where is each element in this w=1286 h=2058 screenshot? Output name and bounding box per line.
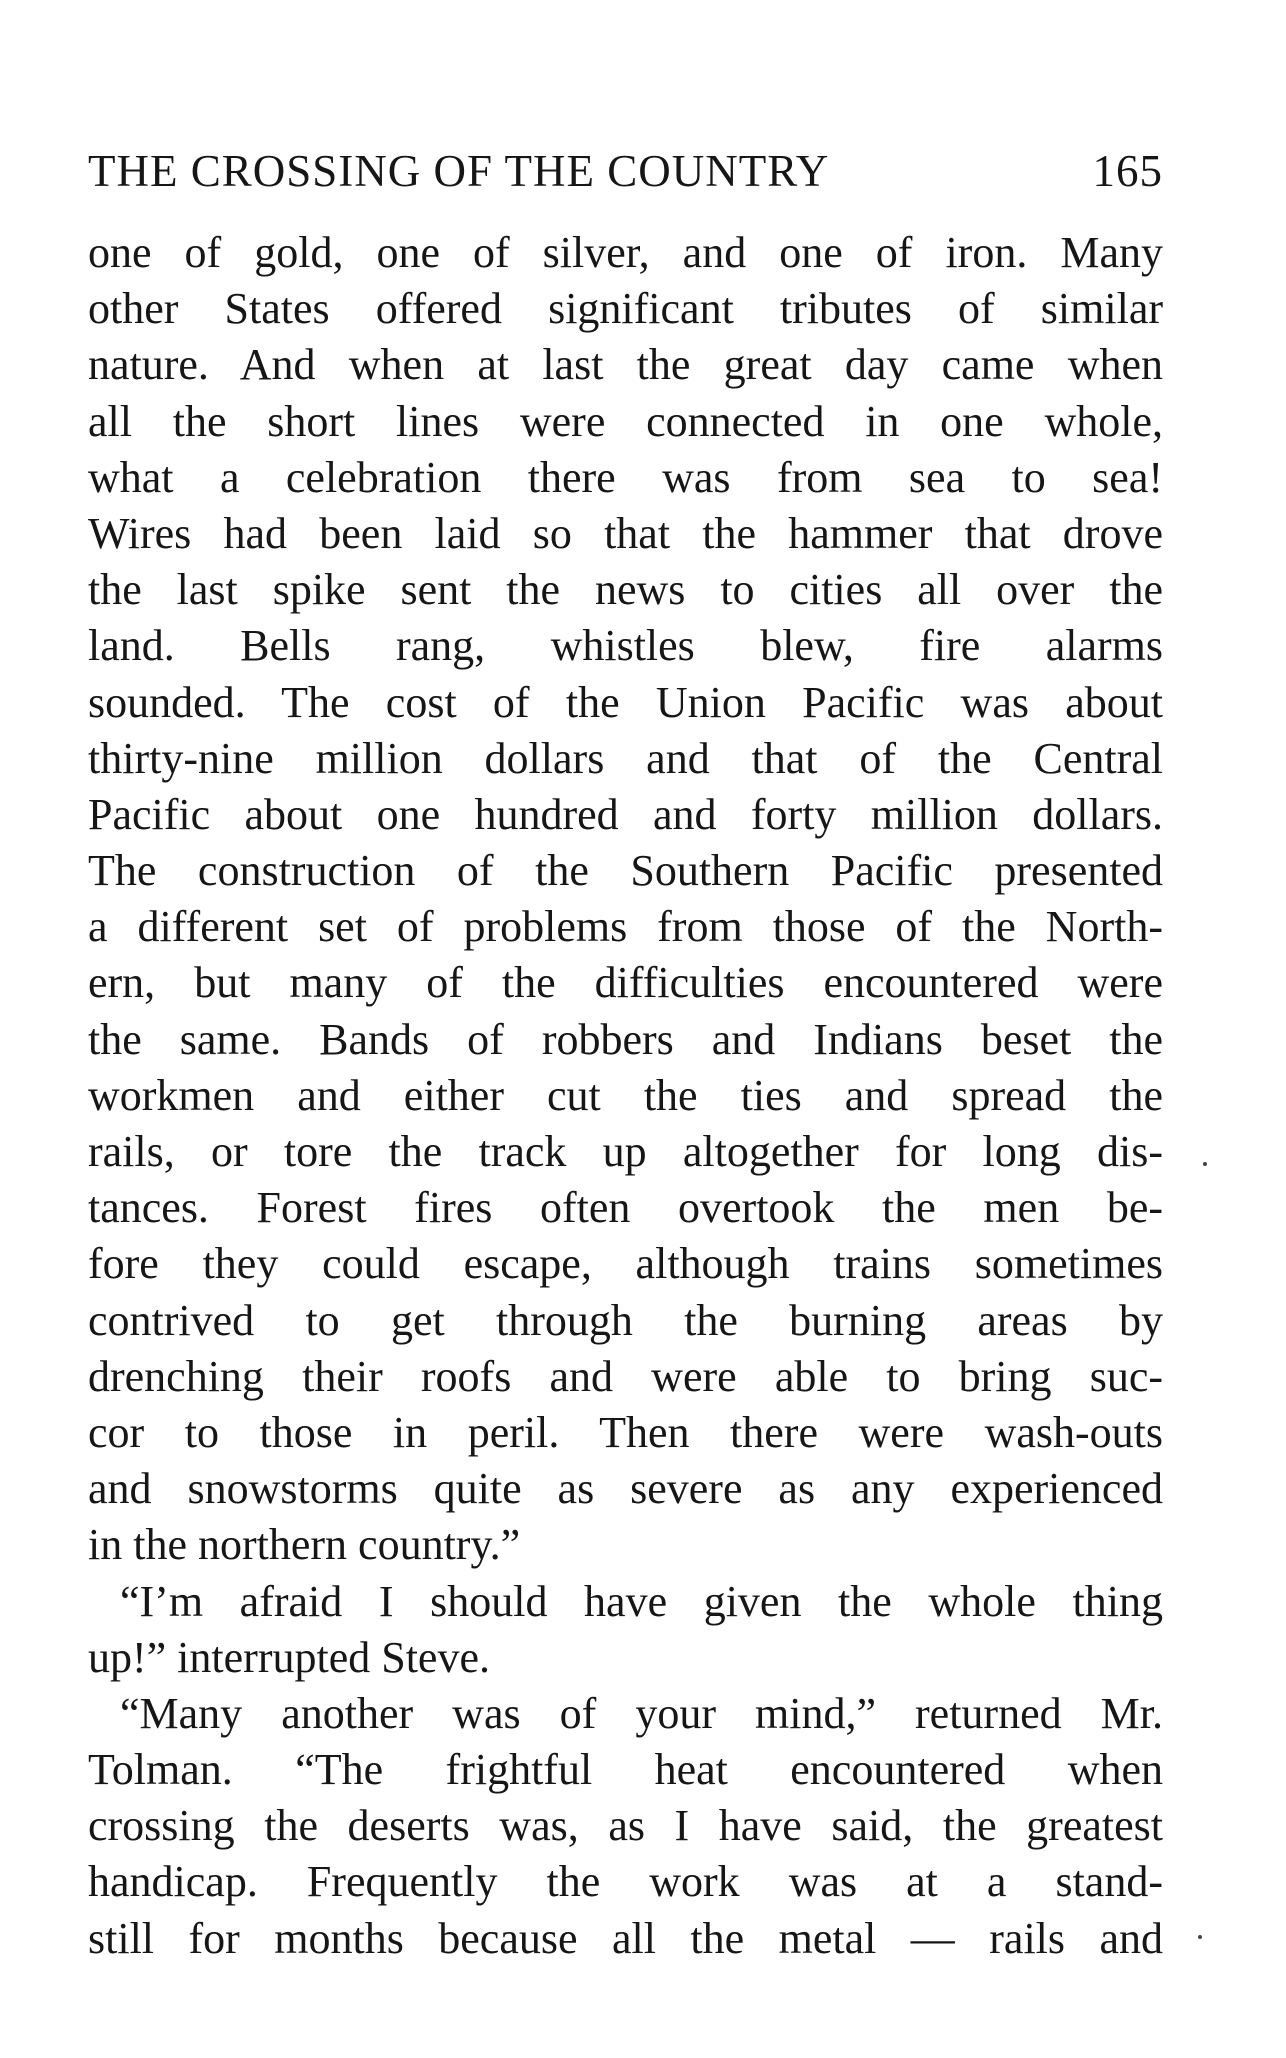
text-line: rails, or tore the track up altogether for long dis- <box>88 1127 1163 1176</box>
text-line: all the short lines were connected in one whole, <box>88 396 1163 446</box>
text-line: cor to those in peril. Then there were wash-outs <box>88 1407 1163 1457</box>
text-line: one of gold, one of silver, and one of iron. Many <box>88 228 1163 277</box>
text-line: workmen and either cut the ties and spread the <box>88 1070 1163 1120</box>
running-head-title: THE CROSSING OF THE COUNTRY <box>88 146 830 196</box>
text-line: “Many another was of your mind,” returned Mr. <box>120 1688 1163 1738</box>
text-line: sounded. The cost of the Union Pacific was about <box>88 677 1163 727</box>
running-head <box>88 143 1163 199</box>
text-line: and snowstorms quite as severe as any experienced <box>88 1464 1163 1514</box>
text-line: a different set of problems from those of the North- <box>88 902 1163 952</box>
text-line: crossing the deserts was, as I have said, the greatest <box>88 1801 1163 1851</box>
text-line: in the northern country.” <box>88 1520 521 1570</box>
text-line: Tolman. “The frightful heat encountered when <box>88 1745 1163 1795</box>
page-number: 165 <box>1092 146 1163 196</box>
text-line: Wires had been laid so that the hammer that drove <box>88 508 1163 558</box>
text-line: fore they could escape, although trains sometimes <box>88 1239 1163 1289</box>
text-line: still for months because all the metal — rails and <box>88 1913 1163 1963</box>
text-line: nature. And when at last the great day came when <box>88 340 1163 390</box>
text-line: land. Bells rang, whistles blew, fire alarms <box>88 621 1163 671</box>
text-line: The construction of the Southern Pacific presented <box>88 846 1163 896</box>
print-speck <box>1203 1162 1207 1166</box>
text-line: up!” interrupted Steve. <box>88 1632 490 1682</box>
print-speck <box>1198 1935 1202 1939</box>
text-line: the same. Bands of robbers and Indians beset the <box>88 1014 1163 1064</box>
text-line: tances. Forest fires often overtook the men be- <box>88 1183 1163 1233</box>
text-line: drenching their roofs and were able to bring suc- <box>88 1351 1163 1401</box>
text-line: other States offered significant tributes of similar <box>88 284 1163 334</box>
text-line: thirty-nine million dollars and that of the Central <box>88 733 1163 783</box>
text-line: handicap. Frequently the work was at a stand- <box>88 1857 1163 1907</box>
text-line: the last spike sent the news to cities all over the <box>88 565 1163 615</box>
text-line: “I’m afraid I should have given the whole thing <box>120 1576 1163 1626</box>
text-line: Pacific about one hundred and forty million dollars. <box>88 789 1163 839</box>
body-text <box>88 225 1163 1967</box>
text-line: contrived to get through the burning areas by <box>88 1295 1163 1345</box>
text-line: ern, but many of the difficulties encountered were <box>88 958 1163 1008</box>
text-line: what a celebration there was from sea to sea! <box>88 452 1163 502</box>
